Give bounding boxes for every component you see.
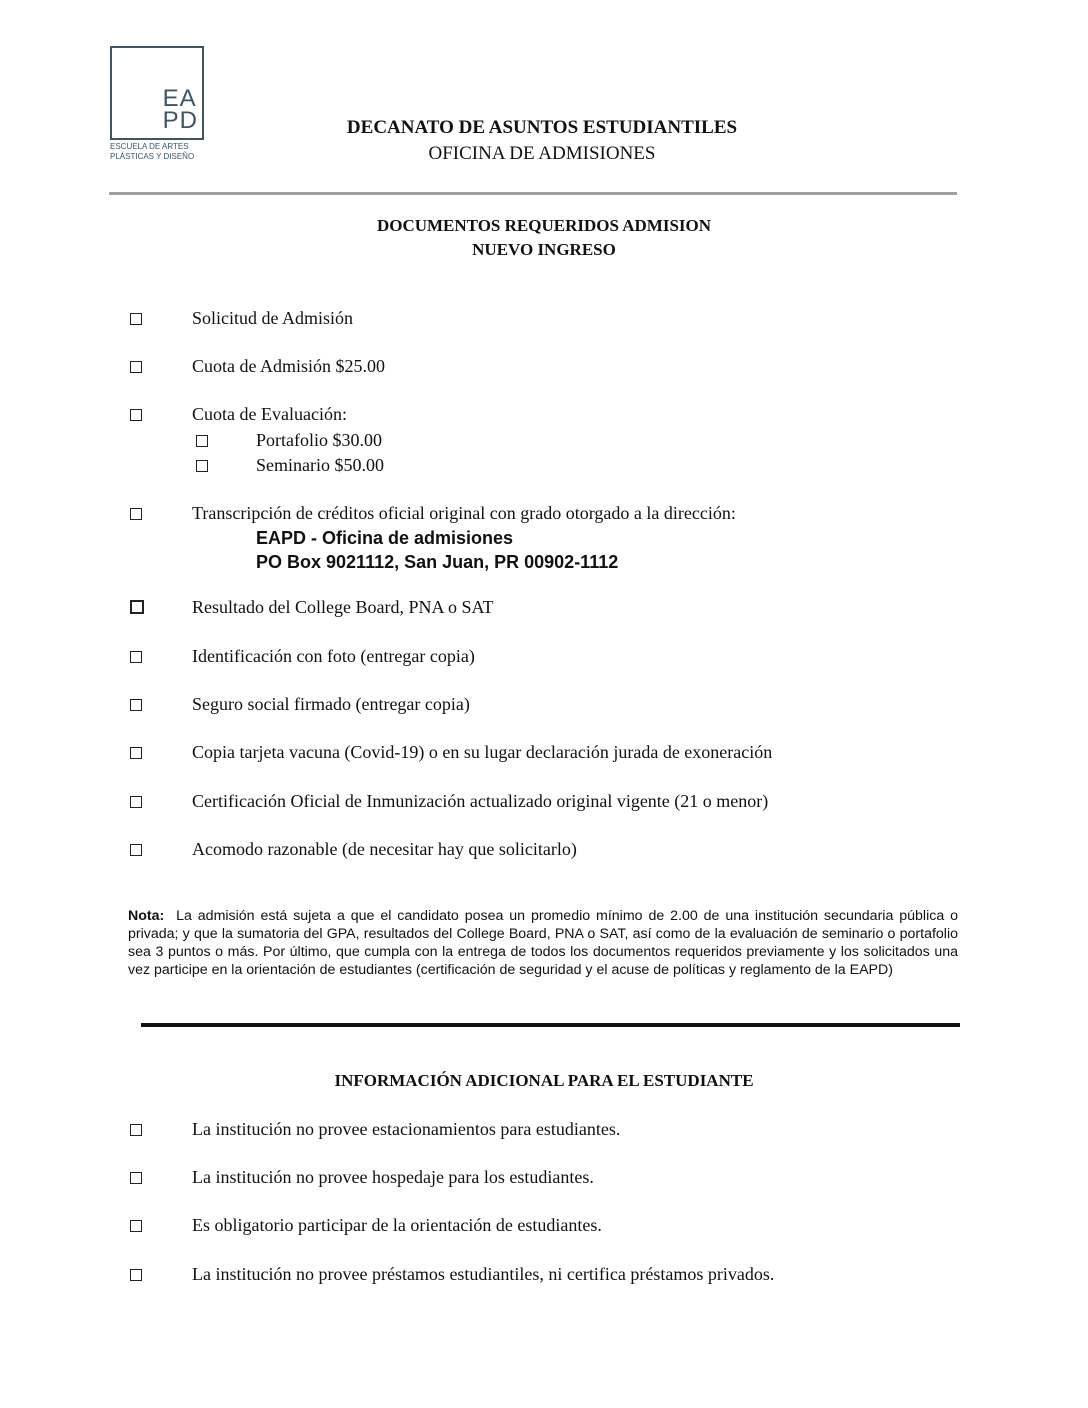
logo-caption-line1: ESCUELA DE ARTES bbox=[110, 142, 189, 151]
checkbox[interactable] bbox=[130, 508, 142, 520]
note-text: La admisión está sujeta a que el candidato posea un promedio mínimo de 2.00 de una institución secundaria pública o privada; y que la sumatoria del GPA, resultados del College Board, PNA o SAT, así como de la evaluación de seminario o portafolio sea 3 puntos o más. Por último, que cumpla con la entrega de todos los documentos requeridos previamente y los solicitados una vez participe en la orientación de estudiantes (certificación de seguridad y el acuse de políticas y reglamento de la EAPD) bbox=[128, 908, 959, 978]
checkbox[interactable] bbox=[130, 1269, 142, 1281]
info-item-prestamos bbox=[130, 1262, 775, 1286]
info-item-label: La institución no provee estacionamientos para estudiantes. bbox=[192, 1119, 621, 1139]
checkbox[interactable] bbox=[196, 460, 208, 472]
checkbox[interactable] bbox=[130, 747, 142, 759]
checklist-item-inmunizacion bbox=[130, 789, 769, 813]
checkbox[interactable] bbox=[130, 796, 142, 808]
info-item-estacionamiento bbox=[130, 1117, 621, 1141]
checklist-item-label: Solicitud de Admisión bbox=[192, 308, 354, 328]
checkbox[interactable] bbox=[130, 1172, 142, 1184]
address-line1: EAPD - Oficina de admisiones bbox=[256, 528, 514, 548]
checklist-item-acomodo bbox=[130, 837, 577, 861]
checklist-item-college-board bbox=[130, 595, 494, 619]
checklist-item-vacuna bbox=[130, 740, 773, 764]
address-line2: PO Box 9021112, San Juan, PR 00902-1112 bbox=[256, 552, 619, 572]
checklist-item-seguro-social bbox=[130, 692, 470, 716]
checkbox[interactable] bbox=[130, 1124, 142, 1136]
document-title bbox=[0, 214, 1088, 262]
additional-info-title: INFORMACIÓN ADICIONAL PARA EL ESTUDIANTE bbox=[334, 1071, 754, 1090]
checklist-item-label: Resultado del College Board, PNA o SAT bbox=[192, 597, 494, 617]
info-item-label: Es obligatorio participar de la orientación de estudiantes. bbox=[192, 1215, 602, 1235]
checklist-item-label: Certificación Oficial de Inmunización actualizado original vigente (21 o menor) bbox=[192, 791, 769, 811]
header-subtitle: OFICINA DE ADMISIONES bbox=[428, 143, 656, 164]
logo-letters-line1: EA bbox=[162, 85, 197, 112]
checklist-item-label: Copia tarjeta vacuna (Covid-19) o en su lugar declaración jurada de exoneración bbox=[192, 742, 773, 762]
header-divider bbox=[109, 192, 957, 195]
checklist-subitem-seminario bbox=[196, 453, 384, 477]
note-label: Nota: bbox=[128, 908, 165, 924]
logo-caption-line2: PLÁSTICAS Y DISEÑO bbox=[110, 152, 195, 161]
checkbox[interactable] bbox=[130, 361, 142, 373]
document-title-line1: DOCUMENTOS REQUERIDOS ADMISION bbox=[376, 216, 712, 235]
document-title-line2: NUEVO INGRESO bbox=[472, 240, 616, 259]
checklist-subitem-portafolio bbox=[196, 428, 382, 452]
checklist-item-label: Seguro social firmado (entregar copia) bbox=[192, 694, 470, 714]
checklist-item-solicitud bbox=[130, 306, 354, 330]
info-item-hospedaje bbox=[130, 1165, 594, 1189]
admission-note bbox=[128, 907, 958, 979]
checklist-item-cuota-evaluacion bbox=[130, 402, 347, 426]
checklist-item-label: Cuota de Admisión $25.00 bbox=[192, 356, 385, 376]
checklist-item-transcripcion bbox=[130, 501, 736, 525]
checklist-item-label: Transcripción de créditos oficial original con grado otorgado a la dirección: bbox=[192, 503, 736, 523]
checkbox[interactable] bbox=[130, 1220, 142, 1232]
checklist-item-cuota-admision bbox=[130, 354, 385, 378]
checkbox[interactable] bbox=[130, 600, 144, 614]
info-item-label: La institución no provee hospedaje para los estudiantes. bbox=[192, 1167, 594, 1187]
checklist-item-label: Acomodo razonable (de necesitar hay que solicitarlo) bbox=[192, 839, 577, 859]
checkbox[interactable] bbox=[130, 409, 142, 421]
checklist-item-label: Identificación con foto (entregar copia) bbox=[192, 646, 475, 666]
checkbox[interactable] bbox=[130, 651, 142, 663]
info-item-label: La institución no provee préstamos estudiantiles, ni certifica préstamos privados. bbox=[192, 1264, 775, 1284]
checkbox[interactable] bbox=[130, 313, 142, 325]
checklist-item-label: Portafolio $30.00 bbox=[256, 430, 382, 450]
logo-letters-line2: PD bbox=[162, 107, 198, 134]
checklist-item-identificacion bbox=[130, 644, 475, 668]
section-divider bbox=[141, 1023, 960, 1027]
checklist-item-label: Cuota de Evaluación: bbox=[192, 404, 347, 424]
checklist-item-label: Seminario $50.00 bbox=[256, 455, 384, 475]
info-item-orientacion bbox=[130, 1213, 602, 1237]
checkbox[interactable] bbox=[130, 844, 142, 856]
header-title: DECANATO DE ASUNTOS ESTUDIANTILES bbox=[346, 117, 738, 138]
checkbox[interactable] bbox=[130, 699, 142, 711]
checkbox[interactable] bbox=[196, 435, 208, 447]
